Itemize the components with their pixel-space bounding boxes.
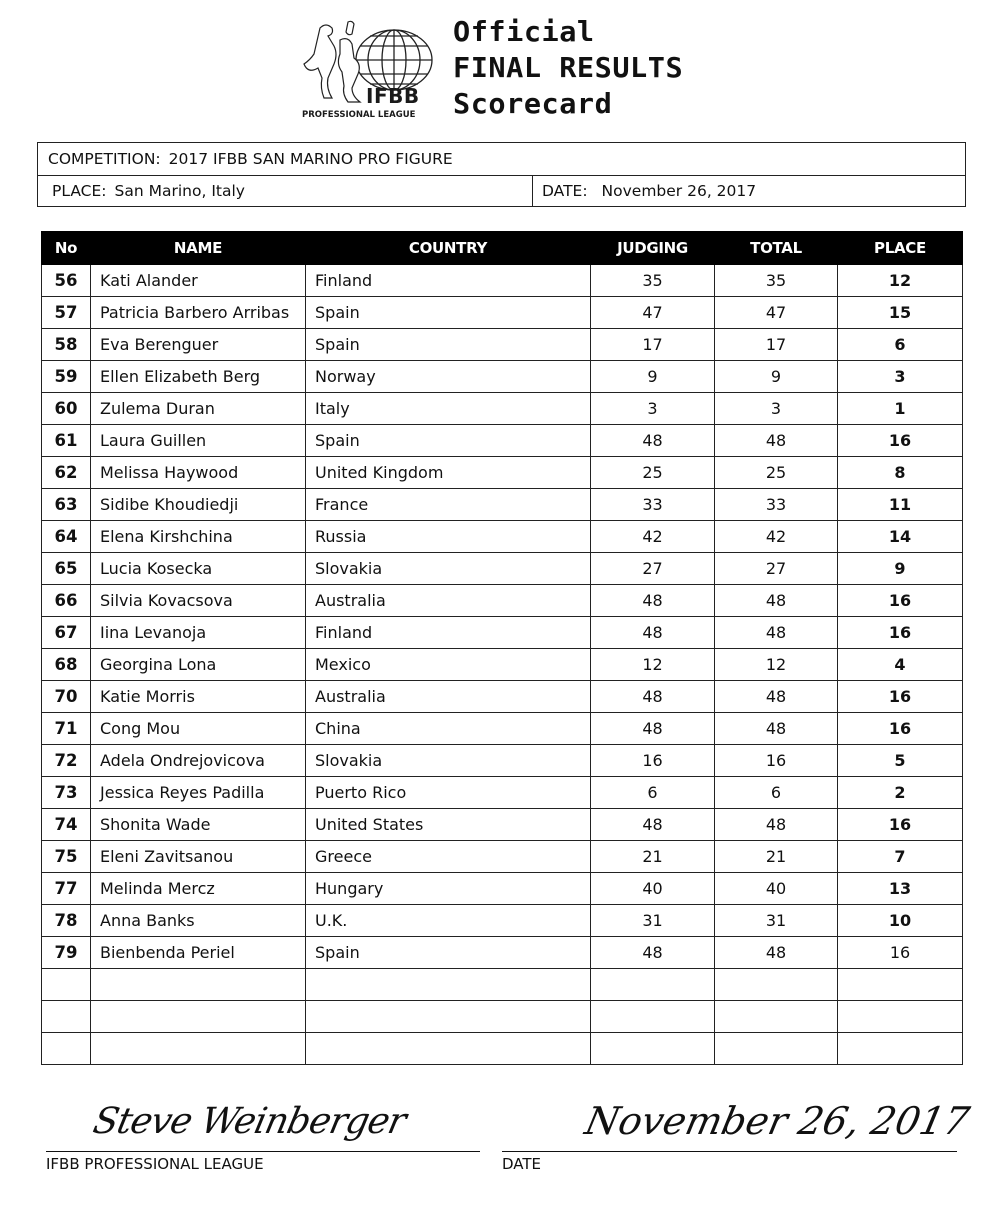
table-row	[42, 681, 963, 713]
final-place: 3	[838, 361, 963, 393]
title-scorecard: Scorecard	[453, 87, 613, 120]
final-place: 16	[838, 937, 963, 969]
table-row	[42, 937, 963, 969]
competitor-name: Bienbenda Periel	[91, 937, 306, 969]
final-place: 14	[838, 521, 963, 553]
competitor-name: Melinda Mercz	[91, 873, 306, 905]
competitor-number: 70	[42, 681, 91, 713]
judging-score: 48	[591, 585, 715, 617]
table-header-row	[42, 232, 963, 265]
competitor-number: 63	[42, 489, 91, 521]
table-row	[42, 873, 963, 905]
total-score: 27	[715, 553, 838, 585]
final-place: 13	[838, 873, 963, 905]
judging-score: 47	[591, 297, 715, 329]
date-signature-label: DATE	[502, 1155, 542, 1173]
final-place: 1	[838, 393, 963, 425]
table-row	[42, 649, 963, 681]
logo-ifbb-text: IFBB	[366, 84, 420, 108]
final-place: 5	[838, 745, 963, 777]
table-row	[42, 425, 963, 457]
total-score: 48	[715, 617, 838, 649]
total-score: 48	[715, 809, 838, 841]
final-place: 2	[838, 777, 963, 809]
competitor-number: 78	[42, 905, 91, 937]
competitor-number: 71	[42, 713, 91, 745]
competitor-number: 56	[42, 265, 91, 297]
competitor-name: Ellen Elizabeth Berg	[91, 361, 306, 393]
table-row	[42, 745, 963, 777]
title-final-results: FINAL RESULTS	[453, 51, 684, 84]
judging-score: 17	[591, 329, 715, 361]
competitor-country: United Kingdom	[306, 457, 591, 489]
competitor-name: Kati Alander	[91, 265, 306, 297]
table-row	[42, 905, 963, 937]
signature-label: IFBB PROFESSIONAL LEAGUE	[46, 1155, 264, 1173]
competitor-name: Katie Morris	[91, 681, 306, 713]
total-score: 48	[715, 681, 838, 713]
competitor-number: 67	[42, 617, 91, 649]
table-row	[42, 841, 963, 873]
handwritten-date: November 26, 2017	[581, 1099, 974, 1143]
competitor-country: Finland	[306, 265, 591, 297]
judging-score: 12	[591, 649, 715, 681]
judging-score: 48	[591, 425, 715, 457]
place-date-row	[38, 175, 965, 206]
total-score: 48	[715, 713, 838, 745]
competitor-name: Adela Ondrejovicova	[91, 745, 306, 777]
competitor-country: United States	[306, 809, 591, 841]
competitor-name: Georgina Lona	[91, 649, 306, 681]
competitor-number: 59	[42, 361, 91, 393]
judging-score: 48	[591, 713, 715, 745]
total-score: 12	[715, 649, 838, 681]
total-score: 9	[715, 361, 838, 393]
competitor-name: Silvia Kovacsova	[91, 585, 306, 617]
competitor-number: 60	[42, 393, 91, 425]
logo-league-text: PROFESSIONAL LEAGUE	[302, 110, 416, 120]
competitor-name: Cong Mou	[91, 713, 306, 745]
judging-score: 27	[591, 553, 715, 585]
official-signature: Steve Weinberger	[89, 1101, 410, 1142]
competitor-country: Finland	[306, 617, 591, 649]
final-place: 16	[838, 809, 963, 841]
judging-score: 6	[591, 777, 715, 809]
total-score: 31	[715, 905, 838, 937]
place-label: PLACE:	[52, 181, 107, 200]
competitor-name: Shonita Wade	[91, 809, 306, 841]
column-header-country: COUNTRY	[306, 232, 591, 265]
competitor-country: China	[306, 713, 591, 745]
table-row	[42, 329, 963, 361]
competitor-name: Iina Levanoja	[91, 617, 306, 649]
competition-value: 2017 IFBB SAN MARINO PRO FIGURE	[168, 150, 453, 168]
competitor-country: Spain	[306, 329, 591, 361]
final-place: 12	[838, 265, 963, 297]
final-place: 8	[838, 457, 963, 489]
competitor-country: Russia	[306, 521, 591, 553]
final-place: 6	[838, 329, 963, 361]
competitor-name: Elena Kirshchina	[91, 521, 306, 553]
competitor-country: Australia	[306, 585, 591, 617]
final-place: 16	[838, 713, 963, 745]
competitor-name: Eva Berenguer	[91, 329, 306, 361]
competitor-name: Jessica Reyes Padilla	[91, 777, 306, 809]
empty-table-row	[42, 1001, 963, 1033]
judging-score: 31	[591, 905, 715, 937]
total-score: 25	[715, 457, 838, 489]
competitor-number: 66	[42, 585, 91, 617]
table-row	[42, 585, 963, 617]
place-field	[52, 175, 245, 206]
table-row	[42, 457, 963, 489]
total-score: 35	[715, 265, 838, 297]
competitor-name: Patricia Barbero Arribas	[91, 297, 306, 329]
competitor-number: 72	[42, 745, 91, 777]
total-score: 48	[715, 937, 838, 969]
column-header-no: No	[42, 232, 91, 265]
total-score: 33	[715, 489, 838, 521]
judging-score: 42	[591, 521, 715, 553]
table-row	[42, 393, 963, 425]
competitor-name: Zulema Duran	[91, 393, 306, 425]
date-field	[532, 175, 756, 206]
results-table	[41, 231, 963, 1065]
place-value: San Marino, Italy	[114, 181, 245, 200]
judging-score: 25	[591, 457, 715, 489]
table-row	[42, 297, 963, 329]
judging-score: 3	[591, 393, 715, 425]
table-row	[42, 489, 963, 521]
table-row	[42, 713, 963, 745]
competitor-number: 57	[42, 297, 91, 329]
competitor-country: Greece	[306, 841, 591, 873]
judging-score: 40	[591, 873, 715, 905]
judging-score: 21	[591, 841, 715, 873]
date-label: DATE:	[542, 181, 588, 200]
final-place: 15	[838, 297, 963, 329]
competition-field	[48, 143, 453, 175]
competitor-number: 58	[42, 329, 91, 361]
total-score: 48	[715, 425, 838, 457]
total-score: 6	[715, 777, 838, 809]
competitor-number: 65	[42, 553, 91, 585]
column-header-total: TOTAL	[715, 232, 838, 265]
competitor-number: 75	[42, 841, 91, 873]
judging-score: 48	[591, 809, 715, 841]
competitor-name: Sidibe Khoudiedji	[91, 489, 306, 521]
total-score: 16	[715, 745, 838, 777]
total-score: 21	[715, 841, 838, 873]
competitor-country: Spain	[306, 425, 591, 457]
judging-score: 48	[591, 937, 715, 969]
competition-row	[38, 143, 965, 176]
competitor-country: Spain	[306, 937, 591, 969]
final-place: 10	[838, 905, 963, 937]
competitor-country: Norway	[306, 361, 591, 393]
competitor-name: Laura Guillen	[91, 425, 306, 457]
competitor-country: Hungary	[306, 873, 591, 905]
competitor-number: 64	[42, 521, 91, 553]
total-score: 17	[715, 329, 838, 361]
competition-info-box	[37, 142, 966, 207]
judging-score: 9	[591, 361, 715, 393]
competitor-number: 79	[42, 937, 91, 969]
empty-table-row	[42, 969, 963, 1001]
page-title	[453, 14, 684, 122]
competitor-number: 62	[42, 457, 91, 489]
title-official: Official	[453, 15, 595, 48]
final-place: 7	[838, 841, 963, 873]
date-signature-block	[502, 1095, 974, 1175]
scorecard-header	[298, 14, 718, 122]
final-place: 9	[838, 553, 963, 585]
competitor-name: Melissa Haywood	[91, 457, 306, 489]
empty-table-row	[42, 1033, 963, 1065]
competitor-country: Puerto Rico	[306, 777, 591, 809]
judging-score: 16	[591, 745, 715, 777]
competitor-name: Lucia Kosecka	[91, 553, 306, 585]
column-header-name: NAME	[91, 232, 306, 265]
total-score: 48	[715, 585, 838, 617]
judging-score: 33	[591, 489, 715, 521]
table-row	[42, 521, 963, 553]
table-row	[42, 265, 963, 297]
competitor-name: Anna Banks	[91, 905, 306, 937]
total-score: 42	[715, 521, 838, 553]
table-row	[42, 617, 963, 649]
final-place: 16	[838, 617, 963, 649]
judging-score: 48	[591, 617, 715, 649]
competitor-country: Slovakia	[306, 745, 591, 777]
judging-score: 35	[591, 265, 715, 297]
competitor-number: 77	[42, 873, 91, 905]
total-score: 40	[715, 873, 838, 905]
competitor-country: U.K.	[306, 905, 591, 937]
table-row	[42, 777, 963, 809]
judging-score: 48	[591, 681, 715, 713]
final-place: 16	[838, 585, 963, 617]
table-row	[42, 553, 963, 585]
date-value: November 26, 2017	[601, 181, 757, 200]
competitor-number: 74	[42, 809, 91, 841]
competitor-country: France	[306, 489, 591, 521]
competitor-country: Mexico	[306, 649, 591, 681]
date-line	[502, 1151, 957, 1152]
competitor-country: Italy	[306, 393, 591, 425]
competitor-number: 73	[42, 777, 91, 809]
ifbb-logo	[298, 18, 440, 120]
total-score: 3	[715, 393, 838, 425]
competitor-country: Spain	[306, 297, 591, 329]
signature-line	[46, 1151, 480, 1152]
competitor-country: Slovakia	[306, 553, 591, 585]
competition-label: COMPETITION:	[48, 150, 161, 168]
column-header-judging: JUDGING	[591, 232, 715, 265]
table-row	[42, 809, 963, 841]
final-place: 16	[838, 681, 963, 713]
table-row	[42, 361, 963, 393]
competitor-number: 68	[42, 649, 91, 681]
final-place: 4	[838, 649, 963, 681]
official-signature-block	[46, 1095, 480, 1175]
final-place: 11	[838, 489, 963, 521]
competitor-name: Eleni Zavitsanou	[91, 841, 306, 873]
final-place: 16	[838, 425, 963, 457]
column-header-place: PLACE	[838, 232, 963, 265]
competitor-country: Australia	[306, 681, 591, 713]
total-score: 47	[715, 297, 838, 329]
competitor-number: 61	[42, 425, 91, 457]
